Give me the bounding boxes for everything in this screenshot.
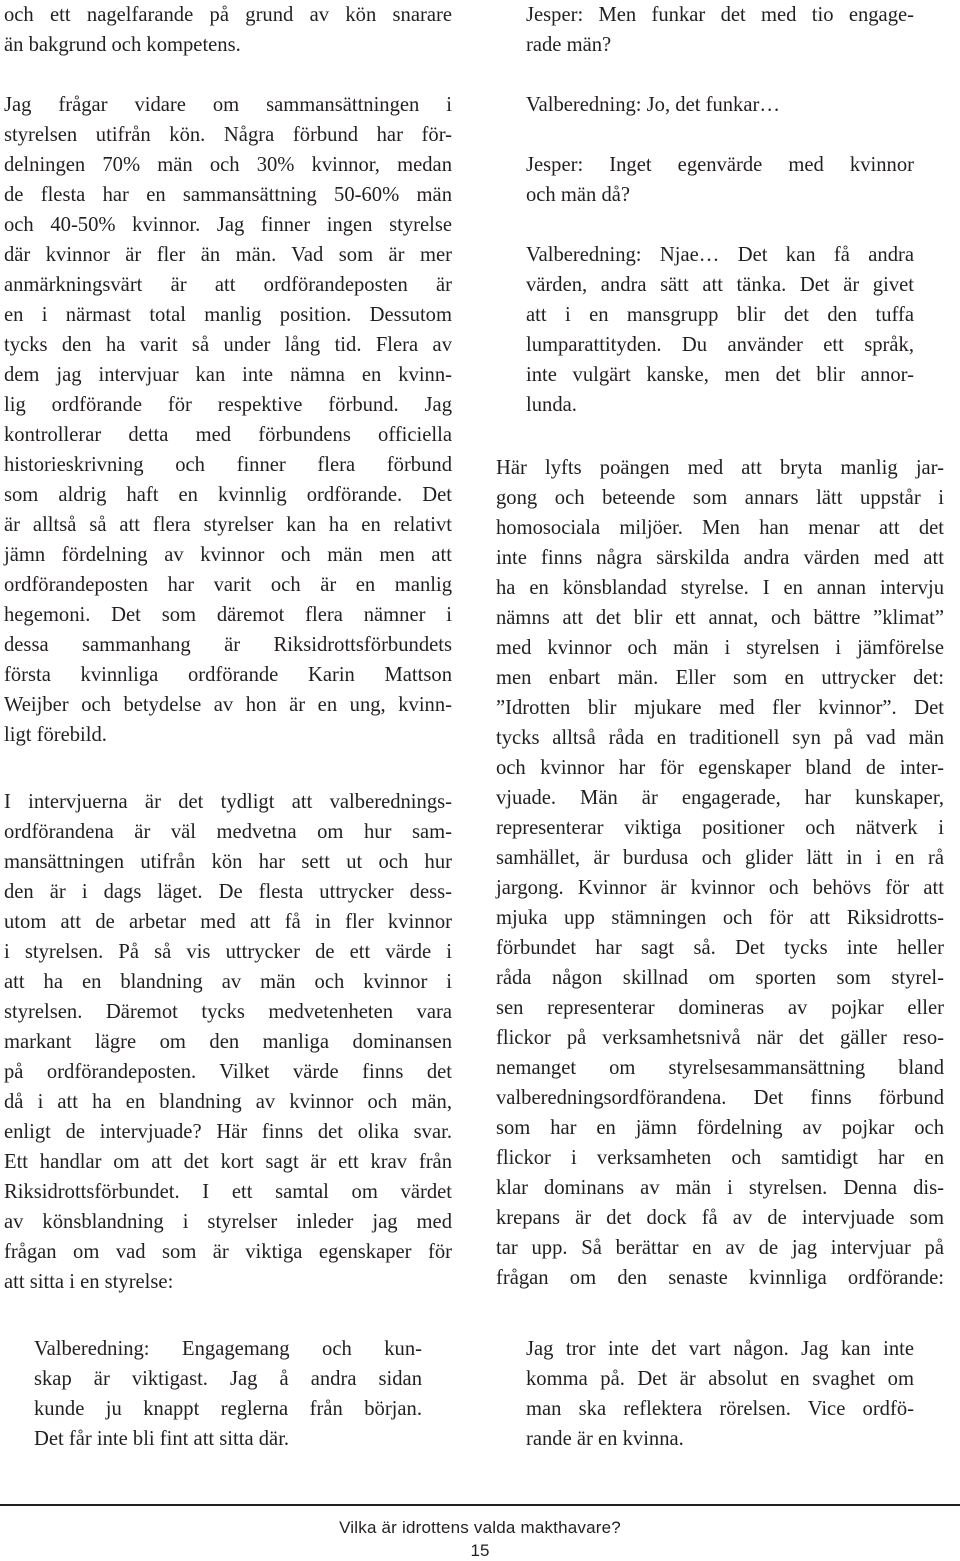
text-line: historieskrivning och finner flera förbund — [4, 454, 452, 476]
text-line: vjuade. Män är engagerade, har kunskaper, — [496, 787, 944, 809]
text-line: råda någon skillnad om sporten som styrel- — [496, 967, 944, 989]
text-line: Jesper: Inget egenvärde med kvinnor — [526, 154, 914, 176]
text-line: mansättningen utifrån kön har sett ut och hur — [4, 851, 452, 873]
text-line: den är i dags läget. De flesta uttrycker dess- — [4, 881, 452, 903]
text-line: med kvinnor och män i styrelsen i jämförelse — [496, 637, 944, 659]
text-line: av könsblandning i styrelser inleder jag med — [4, 1211, 452, 1233]
text-line: Här lyfts poängen med att bryta manlig jar- — [496, 457, 944, 479]
text-line: lig ordförande för respektive förbund. Jag — [4, 394, 452, 416]
text-line: Jag frågar vidare om sammansättningen i — [4, 94, 452, 116]
text-line: krepans är det dock få av de intervjuade som — [496, 1207, 944, 1229]
text-line: ordförandeposten har varit och är en manlig — [4, 574, 452, 596]
text-line: och ett nagelfarande på grund av kön snarare — [4, 4, 452, 26]
text-line: flickor på verksamhetsnivå när det gäller reso- — [496, 1027, 944, 1049]
text-line: dessa sammanhang är Riksidrottsförbundets — [4, 634, 452, 656]
text-line: representerar viktiga positioner och nätverk i — [496, 817, 944, 839]
text-line: styrelsen. Däremot tycks medvetenheten vara — [4, 1001, 452, 1023]
footer-divider — [0, 1504, 960, 1506]
text-line: Weijber och betydelse av hon är en ung, kvinn- — [4, 694, 452, 716]
text-line: styrelsen utifrån kön. Några förbund har för- — [4, 124, 452, 146]
text-line: utom att de arbetar med att få in fler kvinnor — [4, 911, 452, 933]
text-line: kontrollerar detta med förbundens officiella — [4, 424, 452, 446]
text-line: I intervjuerna är det tydligt att valberednings- — [4, 791, 452, 813]
text-line: gong och beteende som annars lätt uppstår i — [496, 487, 944, 509]
text-line: en i närmast total manlig position. Dessutom — [4, 304, 452, 326]
text-line: på ordförandeposten. Vilket värde finns det — [4, 1061, 452, 1083]
text-line: där kvinnor är fler än män. Vad som är mer — [4, 244, 452, 266]
text-line: än bakgrund och kompetens. — [4, 34, 241, 56]
text-line: ordförandena är väl medvetna om hur sam- — [4, 821, 452, 843]
text-line: Valberedning: Engagemang och kun- — [34, 1338, 422, 1360]
text-line: flickor i verksamheten och samtidigt har en — [496, 1147, 944, 1169]
text-line: lunda. — [526, 394, 577, 416]
text-line: frågan om vad som är viktiga egenskaper för — [4, 1241, 452, 1263]
text-line: inte vulgärt kanske, men det blir annor- — [526, 364, 914, 386]
text-line: komma på. Det är absolut en svaghet om — [526, 1368, 914, 1390]
text-line: anmärkningsvärt är att ordförandeposten är — [4, 274, 452, 296]
text-line: Jag tror inte det vart någon. Jag kan inte — [526, 1338, 914, 1360]
text-line: som aldrig haft en kvinnlig ordförande. Det — [4, 484, 452, 506]
text-line: jargong. Kvinnor är kvinnor och behövs för att — [496, 877, 944, 899]
text-line: kunde ju knappt reglerna från början. — [34, 1398, 422, 1420]
text-line: tycks den ha varit så under lång tid. Flera av — [4, 334, 452, 356]
text-line: ligt förebild. — [4, 724, 107, 746]
text-line: förbundet har sagt så. Det tycks inte heller — [496, 937, 944, 959]
text-line: valberedningsordförandena. Det finns förbund — [496, 1087, 944, 1109]
text-line: mjuka upp stämningen och för att Riksidrotts- — [496, 907, 944, 929]
text-line: markant lägre om den manliga dominansen — [4, 1031, 452, 1053]
text-line: enligt de intervjuade? Här finns det olika svar. — [4, 1121, 452, 1143]
text-line: rande är en kvinna. — [526, 1428, 684, 1450]
text-line: att sitta i en styrelse: — [4, 1271, 174, 1293]
text-line: i styrelsen. På så vis uttrycker de ett värde i — [4, 941, 452, 963]
text-line: men enbart män. Eller som en uttrycker det: — [496, 667, 944, 689]
text-line: hegemoni. Det som däremot flera nämner i — [4, 604, 452, 626]
text-line: de flesta har en sammansättning 50-60% män — [4, 184, 452, 206]
page-number: 15 — [470, 1541, 490, 1560]
text-line: Det får inte bli fint att sitta där. — [34, 1428, 290, 1450]
text-line: dem jag intervjuar kan inte nämna en kvinn- — [4, 364, 452, 386]
text-line: värden, andra sätt att tänka. Det är givet — [526, 274, 914, 296]
text-line: tar upp. Så berättar en av de jag intervjuar på — [496, 1237, 944, 1259]
text-line: frågan om den senaste kvinnliga ordförande: — [496, 1267, 944, 1289]
text-line: och män då? — [526, 184, 631, 206]
text-line: nämns att det blir ett annat, och bättre ”klimat” — [496, 607, 944, 629]
text-line: som har en jämn fördelning av pojkar och — [496, 1117, 944, 1139]
text-line: att i en mansgrupp blir det den tuffa — [526, 304, 914, 326]
text-line: Riksidrottsförbundet. I ett samtal om värdet — [4, 1181, 452, 1203]
text-line: rade män? — [526, 34, 612, 56]
text-line: ha en könsblandad styrelse. I en annan intervju — [496, 577, 944, 599]
text-line: samhället, är burdusa och glider lätt in i en rå — [496, 847, 944, 869]
text-line: att ha en blandning av män och kvinnor i — [4, 971, 452, 993]
text-line: Jesper: Men funkar det med tio engage- — [526, 4, 914, 26]
text-line: är alltså så att flera styrelser kan ha en relativt — [4, 514, 452, 536]
text-line: då i att ha en blandning av kvinnor och män, — [4, 1091, 452, 1113]
text-line: och 40-50% kvinnor. Jag finner ingen styrelse — [4, 214, 452, 236]
text-line: Valberedning: Njae… Det kan få andra — [526, 244, 914, 266]
text-line: Ett handlar om att det kort sagt är ett krav från — [4, 1151, 452, 1173]
text-line: nemanget om styrelsesammansättning bland — [496, 1057, 944, 1079]
text-line: Valberedning: Jo, det funkar… — [526, 94, 780, 116]
text-line: delningen 70% män och 30% kvinnor, medan — [4, 154, 452, 176]
text-line: ”Idrotten blir mjukare med fler kvinnor”. Det — [496, 697, 944, 719]
text-line: inte finns några särskilda andra värden med att — [496, 547, 944, 569]
text-line: klar dominans av män i styrelsen. Denna dis- — [496, 1177, 944, 1199]
text-line: jämn fördelning av kvinnor och män men att — [4, 544, 452, 566]
text-line: första kvinnliga ordförande Karin Mattson — [4, 664, 452, 686]
text-line: tycks alltså råda en traditionell syn på vad män — [496, 727, 944, 749]
text-line: man ska reflektera rörelsen. Vice ordfö- — [526, 1398, 914, 1420]
text-line: lumparattityden. Du använder ett språk, — [526, 334, 914, 356]
text-line: och kvinnor har för egenskaper bland de inter- — [496, 757, 944, 779]
running-footer-title: Vilka är idrottens valda makthavare? — [339, 1518, 621, 1537]
text-line: skap är viktigast. Jag å andra sidan — [34, 1368, 422, 1390]
text-line: sen representerar domineras av pojkar eller — [496, 997, 944, 1019]
text-line: homosociala miljöer. Men han menar att det — [496, 517, 944, 539]
